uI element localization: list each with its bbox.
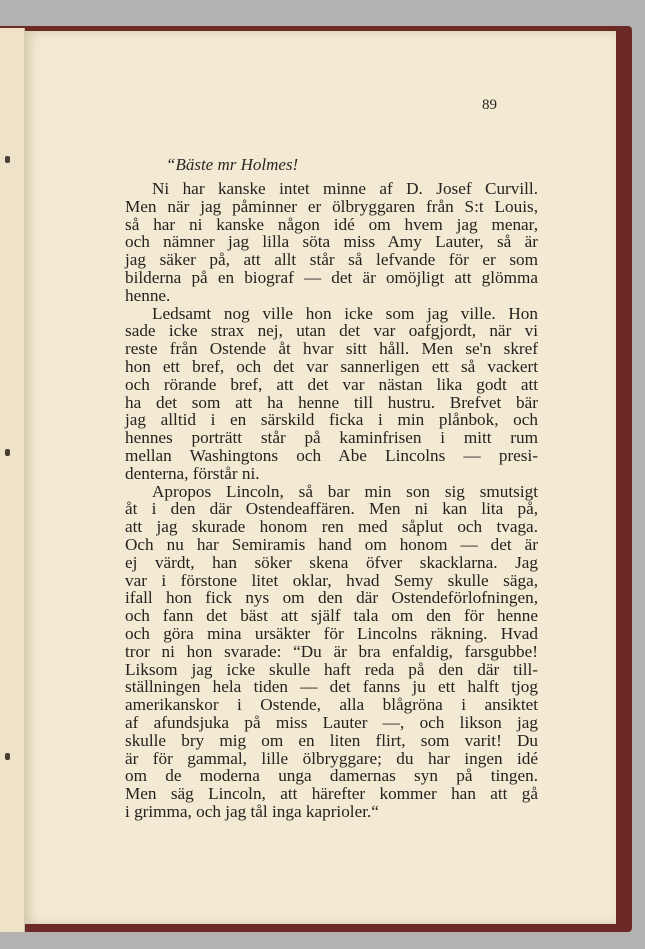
text-line: tror ni hon svarade: “Du är bra enfaldig, farsgubbe! bbox=[125, 641, 538, 661]
text-line: af afundsjuka på miss Lauter —, och likson jag bbox=[125, 712, 538, 732]
text-line: och nämner jag lilla söta miss Amy Lauter, så är bbox=[125, 232, 538, 252]
text-line: ifall hon fick nys om den där Ostendeförlofningen, bbox=[125, 588, 538, 608]
text-line: är för gammal, lille ölbryggare; du har ingen idé bbox=[125, 748, 538, 768]
text-line: Liksom jag icke skulle haft reda på den där till- bbox=[125, 659, 538, 679]
text-line: jag säker på, att allt står så lefvande för er som bbox=[125, 250, 538, 270]
text-line: var i förstone litet oklar, hvad Semy skulle säga, bbox=[125, 570, 538, 590]
margin-marker bbox=[5, 449, 10, 456]
text-line: och rörande bref, att det var nästan lika godt att bbox=[125, 374, 538, 394]
text-line: reste från Ostende åt hvar sitt håll. Men se'n skref bbox=[125, 339, 538, 359]
margin-marker bbox=[5, 156, 10, 163]
text-line: mellan Washingtons och Abe Lincolns — presi- bbox=[125, 445, 538, 465]
page-number: 89 bbox=[482, 97, 497, 113]
book-page bbox=[24, 31, 616, 924]
margin-marker bbox=[5, 753, 10, 760]
text-line: sade icke strax nej, utan det var oafgjordt, när vi bbox=[125, 321, 538, 341]
text-line: jag alltid i en särskild ficka i min plånbok, och bbox=[125, 410, 538, 430]
text-line: hennes porträtt står på kaminfrisen i mitt rum bbox=[125, 428, 538, 448]
text-line: Ledsamt nog ville hon icke som jag ville. Hon bbox=[152, 303, 538, 323]
text-line: Apropos Lincoln, så bar min son sig smutsigt bbox=[152, 481, 538, 501]
text-line: åt i den där Ostendeaffären. Men ni kan lita på, bbox=[125, 499, 538, 519]
text-line: bilderna på en biograf — det är omöjligt att glömma bbox=[125, 267, 538, 287]
text-line: ha det som att ha henne till hustru. Brefvet bär bbox=[125, 392, 538, 412]
text-line: och göra mina ursäkter för Lincolns räkning. Hvad bbox=[125, 623, 538, 643]
text-line: amerikanskor i Ostende, alla blågröna i ansiktet bbox=[125, 695, 538, 715]
text-line: om de moderna unga damernas syn på tingen. bbox=[125, 766, 538, 786]
text-line: ej värdt, han söker skena öfver skacklarna. Jag bbox=[125, 552, 538, 572]
text-line: skulle bry mig om en liten flirt, som varit! Du bbox=[125, 730, 538, 750]
text-line: och fann det bäst att själf tala om den för henne bbox=[125, 606, 538, 626]
text-line: denterna, förstår ni. bbox=[125, 463, 260, 483]
text-line: att jag skurade honom ren med såplut och tvaga. bbox=[125, 517, 538, 537]
letter-salutation: “Bäste mr Holmes! bbox=[166, 155, 299, 174]
text-line: henne. bbox=[125, 285, 171, 305]
letter-body bbox=[125, 180, 538, 821]
text-line: Men säg Lincoln, att härefter kommer han att gå bbox=[125, 784, 538, 804]
text-line: ställningen hela tiden — det fanns ju ett halft tjog bbox=[125, 677, 538, 697]
text-line: Men när jag påminner er ölbryggaren från S:t Louis, bbox=[125, 196, 538, 216]
text-line: så har ni kanske någon idé om hvem jag menar, bbox=[125, 214, 538, 234]
text-line: Ni har kanske intet minne af D. Josef Curvill. bbox=[152, 179, 538, 198]
text-line: Och nu har Semiramis hand om honom — det är bbox=[125, 534, 538, 554]
text-line: i grimma, och jag tål inga kaprioler.“ bbox=[125, 801, 379, 821]
left-page-edge bbox=[0, 28, 25, 932]
text-line: hon ett bref, och det var sannerligen ett så vackert bbox=[125, 356, 538, 376]
